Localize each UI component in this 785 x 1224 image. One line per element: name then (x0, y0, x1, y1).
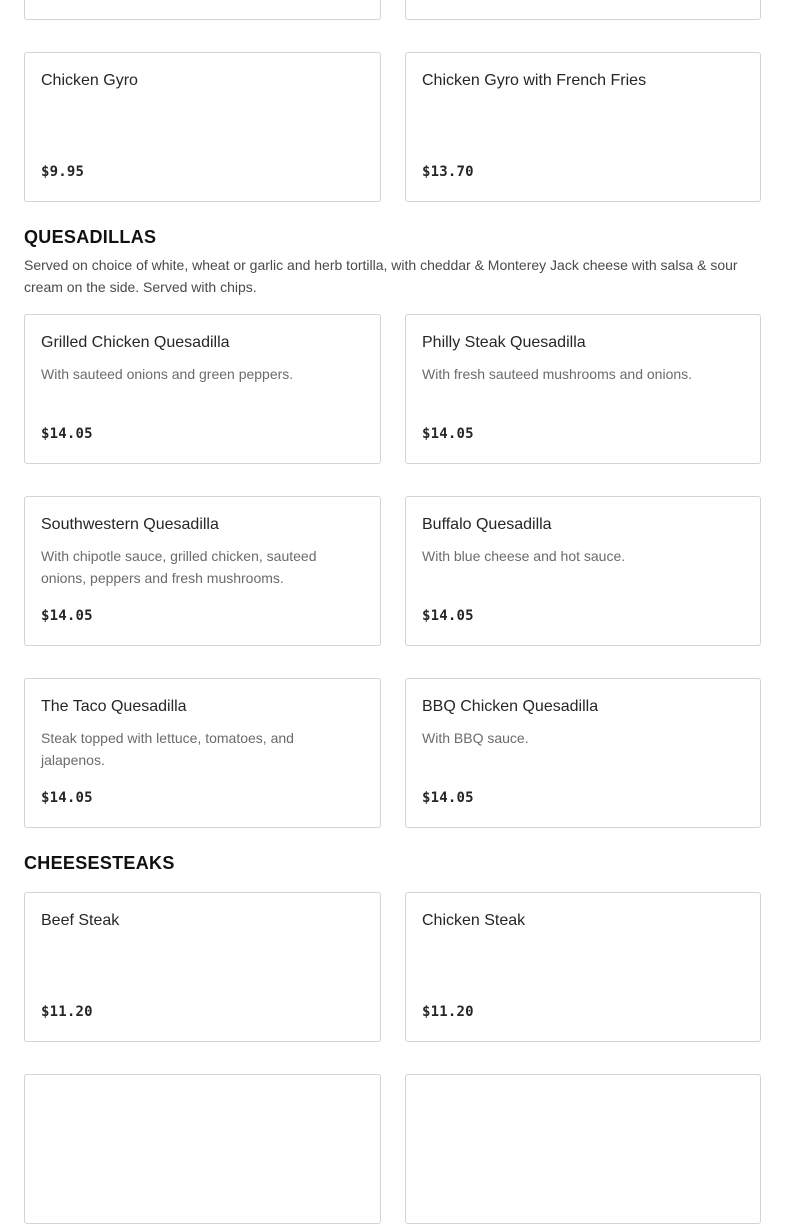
menu-item-name: Philly Steak Quesadilla (422, 334, 586, 351)
menu-item-description: With BBQ sauce. (422, 730, 529, 746)
section-description: Served on choice of white, wheat or garlic and herb tortilla, with cheddar & Monterey Jack cheese with salsa & sour cream on the side. Served with chips. (24, 257, 738, 295)
menu-item-price: $14.05 (422, 790, 474, 806)
menu-item-price: $9.95 (41, 164, 85, 180)
menu-item-description: With blue cheese and hot sauce. (422, 548, 626, 564)
menu-item-price: $13.70 (422, 164, 474, 180)
menu-item-card-partial[interactable] (405, 1074, 761, 1224)
menu-item-card-partial[interactable] (24, 0, 381, 20)
menu-item-card-partial[interactable] (405, 0, 761, 20)
menu-item-name: Southwestern Quesadilla (41, 516, 219, 533)
menu-item-description: With fresh sauteed mushrooms and onions. (422, 366, 693, 382)
menu-item-name: The Taco Quesadilla (41, 698, 187, 715)
menu-item-name: Buffalo Quesadilla (422, 516, 552, 533)
menu-item-card[interactable] (405, 52, 761, 202)
menu-item-name: Chicken Gyro with French Fries (422, 72, 647, 89)
section-title: QUESADILLAS (24, 227, 157, 247)
menu-item-card[interactable] (24, 314, 381, 464)
menu-item-price: $11.20 (422, 1004, 474, 1020)
menu-item-name: Beef Steak (41, 912, 120, 929)
menu-item-description: With sauteed onions and green peppers. (41, 366, 294, 382)
menu-item-name: Grilled Chicken Quesadilla (41, 334, 230, 351)
menu-item-price: $11.20 (41, 1004, 93, 1020)
menu-item-card-partial[interactable] (24, 1074, 381, 1224)
menu-item-name: BBQ Chicken Quesadilla (422, 698, 599, 715)
menu-item-card[interactable] (24, 678, 381, 828)
menu-item-card[interactable] (405, 314, 761, 464)
menu-item-card[interactable] (405, 678, 761, 828)
menu-item-card[interactable] (24, 52, 381, 202)
menu-item-price: $14.05 (422, 426, 474, 442)
menu-item-name: Chicken Steak (422, 912, 526, 929)
menu-item-card[interactable] (405, 892, 761, 1042)
menu-item-card[interactable] (24, 892, 381, 1042)
menu-item-description: With chipotle sauce, grilled chicken, sauteed onions, peppers and fresh mushrooms. (41, 548, 317, 586)
menu-item-name: Chicken Gyro (41, 72, 138, 89)
menu-item-description: Steak topped with lettuce, tomatoes, and jalapenos. (41, 730, 294, 768)
menu-item-price: $14.05 (41, 790, 93, 806)
menu-item-price: $14.05 (41, 608, 93, 624)
menu-item-price: $14.05 (422, 608, 474, 624)
section-title: CHEESESTEAKS (24, 853, 175, 873)
menu-item-card[interactable] (24, 496, 381, 646)
menu-item-card[interactable] (405, 496, 761, 646)
menu-item-price: $14.05 (41, 426, 93, 442)
